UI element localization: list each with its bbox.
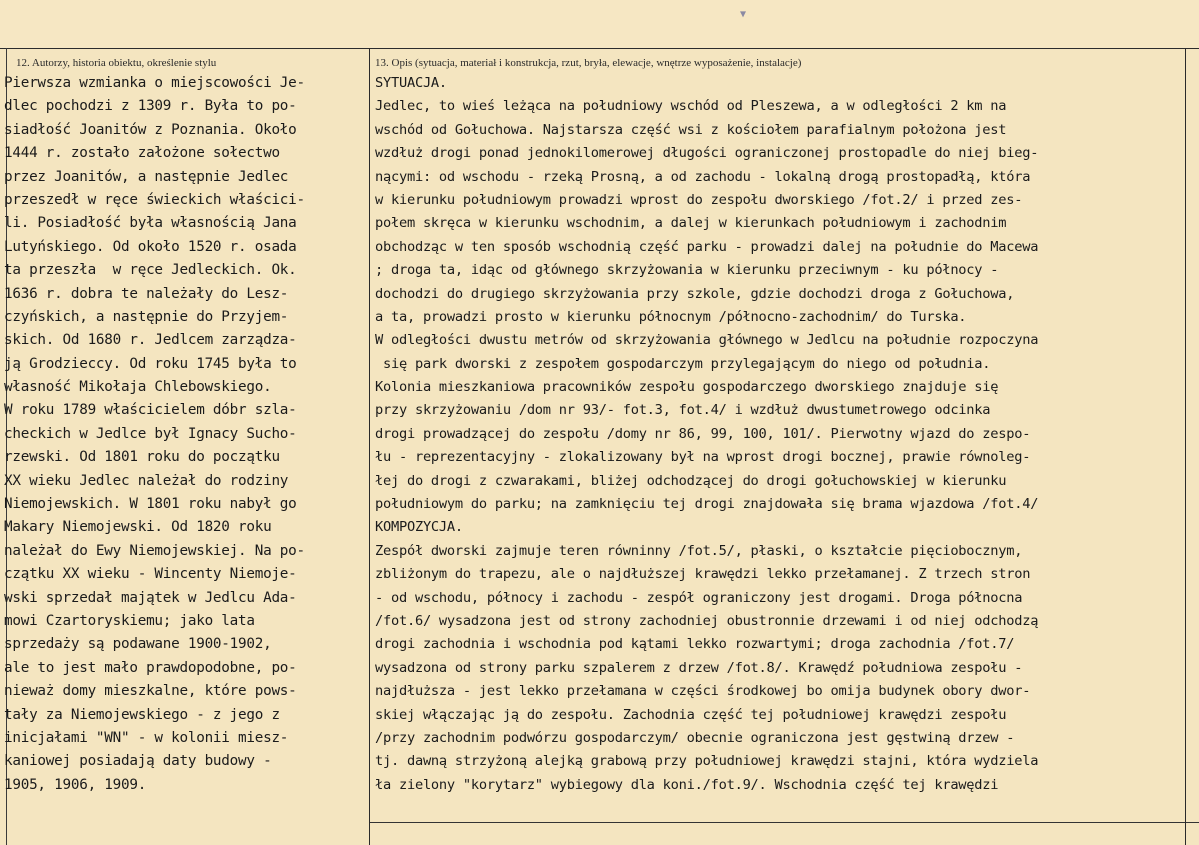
text-line: Lutyńskiego. Od około 1520 r. osada <box>4 238 297 255</box>
text-line: W odległości dwustu metrów od skrzyżowania głównego w Jedlcu na południe rozpoczyna <box>375 332 1039 349</box>
text-line: tj. dawną strzyżoną alejką grabową przy południowej krawędzi stajni, która wydziela <box>375 753 1039 770</box>
text-line: ale to jest mało prawdopodobne, po- <box>4 659 297 676</box>
text-line: w kierunku południowym prowadzi wprost do zespołu dworskiego /fot.2/ i przed zes- <box>375 191 1023 208</box>
header-rule <box>0 48 1199 49</box>
text-line: wschód od Gołuchowa. Najstarsza część wsi z kościołem parafialnym położona jest <box>375 121 1007 138</box>
text-line: należał do Ewy Niemojewskiej. Na po- <box>4 542 305 559</box>
text-line: przeszedł w ręce świeckich właścici- <box>4 191 305 208</box>
text-line: KOMPOZYCJA. <box>375 519 463 536</box>
text-line: wzdłuż drogi ponad jednokilomerowej długości ograniczonej prostopadle do niej bieg- <box>375 145 1039 162</box>
text-line: mowi Czartoryskiemu; jako lata <box>4 612 255 629</box>
text-line: się park dworski z zespołem gospodarczym przylegającym do niego od południa. <box>375 355 991 372</box>
text-line: W roku 1789 właścicielem dóbr szla- <box>4 402 297 419</box>
text-line: skiej włączając ją do zespołu. Zachodnia część tej południowej krawędzi zespołu <box>375 706 1007 723</box>
text-line: SYTUACJA. <box>375 75 447 91</box>
text-line: ; droga ta, idąc od głównego skrzyżowania w kierunku przeciwnym - ku północy - <box>375 262 999 279</box>
text-line: przy skrzyżowaniu /dom nr 93/- fot.3, fot.4/ i wzdłuż dwustumetrowego odcinka <box>375 402 991 419</box>
right-border <box>1185 48 1186 845</box>
history-text <box>4 72 305 797</box>
text-line: przez Joanitów, a następnie Jedlec <box>4 168 289 185</box>
text-line: zbliżonym do trapezu, ale o najdłuższej krawędzi lekko przełamanej. Z trzech stron <box>375 566 1031 583</box>
text-line: najdłuższa - jest lekko przełamana w części środkowej bo omija budynek obory dwor- <box>375 683 1031 700</box>
text-line: drogi zachodnia i wschodnia pod kątami lekko rozwartymi; droga zachodnia /fot.7/ <box>375 636 1015 653</box>
text-line: Jedlec, to wieś leżąca na południowy wschód od Pleszewa, a w odległości 2 km na <box>375 98 1007 115</box>
text-line: ją Grodzieccy. Od roku 1745 była to <box>4 355 297 372</box>
field-12-label: 12. Autorzy, historia obiektu, określenie stylu <box>16 57 217 69</box>
text-line: dochodzi do drugiego skrzyżowania przy szkole, gdzie dochodzi droga z Gołuchowa, <box>375 285 1015 302</box>
text-line: siadłość Joanitów z Poznania. Około <box>4 121 297 138</box>
text-line: 1905, 1906, 1909. <box>4 776 147 793</box>
text-line: ła zielony "korytarz" wybiegowy dla koni./fot.9/. Wschodnia część tej krawędzi <box>375 776 999 793</box>
text-line: nieważ domy mieszkalne, które pows- <box>4 683 297 700</box>
text-line: wysadzona od strony parku szpalerem z drzew /fot.8/. Krawędź południowa zespołu - <box>375 659 1023 676</box>
text-line: własność Mikołaja Chlebowskiego. <box>4 379 272 396</box>
text-line: drogi prowadzącej do zespołu /domy nr 86, 99, 100, 101/. Pierwotny wjazd do zespo- <box>375 425 1031 442</box>
text-line: - od wschodu, północy i zachodu - zespół ograniczony jest drogami. Droga północna <box>375 589 1023 606</box>
text-line: sprzedaży są podawane 1900-1902, <box>4 636 272 653</box>
text-line: a ta, prowadzi prosto w kierunku północnym /północno-zachodnim/ do Turska. <box>375 308 967 325</box>
text-line: tały za Niemojewskiego - z jego z <box>4 706 280 723</box>
text-line: Makary Niemojewski. Od 1820 roku <box>4 519 272 536</box>
text-line: połem skręca w kierunku wschodnim, a dalej w kierunkach południowym i zachodnim <box>375 215 1007 232</box>
text-line: łej do drogi z czwarakami, bliżej odchodzącej do drogi gołuchowskiej w kierunku <box>375 472 1007 489</box>
text-line: Niemojewskich. W 1801 roku nabył go <box>4 496 297 513</box>
column-divider <box>369 48 370 845</box>
text-line: skich. Od 1680 r. Jedlcem zarządza- <box>4 332 297 349</box>
text-line: kaniowej posiadają daty budowy - <box>4 753 272 770</box>
text-line: /przy zachodnim podwórzu gospodarczym/ obecnie ograniczona jest gęstwiną drzew - <box>375 729 1015 746</box>
text-line: inicjałami "WN" - w kolonii miesz- <box>4 729 289 746</box>
text-line: li. Posiadłość była własnością Jana <box>4 215 297 232</box>
text-line: czyńskich, a następnie do Przyjem- <box>4 308 289 325</box>
text-line: checkich w Jedlce był Ignacy Sucho- <box>4 425 297 442</box>
text-line: wski sprzedał majątek w Jedlcu Ada- <box>4 589 297 606</box>
text-line: łu - reprezentacyjny - zlokalizowany był na wprost drogi bocznej, prawie równoleg- <box>375 449 1031 466</box>
description-text <box>375 72 1038 797</box>
text-line: Kolonia mieszkaniowa pracowników zespołu gospodarczego dworskiego znajduje się <box>375 379 999 396</box>
text-line: XX wieku Jedlec należał do rodziny <box>4 472 289 489</box>
text-line: ta przeszła w ręce Jedleckich. Ok. <box>4 262 297 279</box>
text-line: 1636 r. dobra te należały do Lesz- <box>4 285 289 302</box>
field-13-label: 13. Opis (sytuacja, materiał i konstrukcja, rzut, bryła, elewacje, wnętrze wyposażenie, instalacje) <box>375 57 802 69</box>
text-line: południowym do parku; na zamknięciu tej drogi znajdowała się brama wjazdowa /fot.4/ <box>375 496 1039 513</box>
text-line: 1444 r. zostało założone sołectwo <box>4 145 280 162</box>
text-line: czątku XX wieku - Wincenty Niemoje- <box>4 566 297 583</box>
bottom-rule <box>370 822 1199 823</box>
text-line: Pierwsza wzmianka o miejscowości Je- <box>4 75 305 91</box>
card-top-strip <box>0 0 1199 48</box>
text-line: nącymi: od wschodu - rzeką Prosną, a od zachodu - lokalną drogą prostopadłą, która <box>375 168 1031 185</box>
text-line: obchodząc w ten sposób wschodnią część parku - prowadzi dalej na południe do Macewa <box>375 238 1039 255</box>
text-line: /fot.6/ wysadzona jest od strony zachodniej obustronnie drzewami i od niej odchodzą <box>375 612 1039 629</box>
text-line: dlec pochodzi z 1309 r. Była to po- <box>4 98 297 115</box>
text-line: Zespół dworski zajmuje teren równinny /fot.5/, płaski, o kształcie pięciobocznym, <box>375 542 1023 559</box>
text-line: rzewski. Od 1801 roku do początku <box>4 449 280 466</box>
arrow-down-icon: ▼ <box>740 9 747 20</box>
